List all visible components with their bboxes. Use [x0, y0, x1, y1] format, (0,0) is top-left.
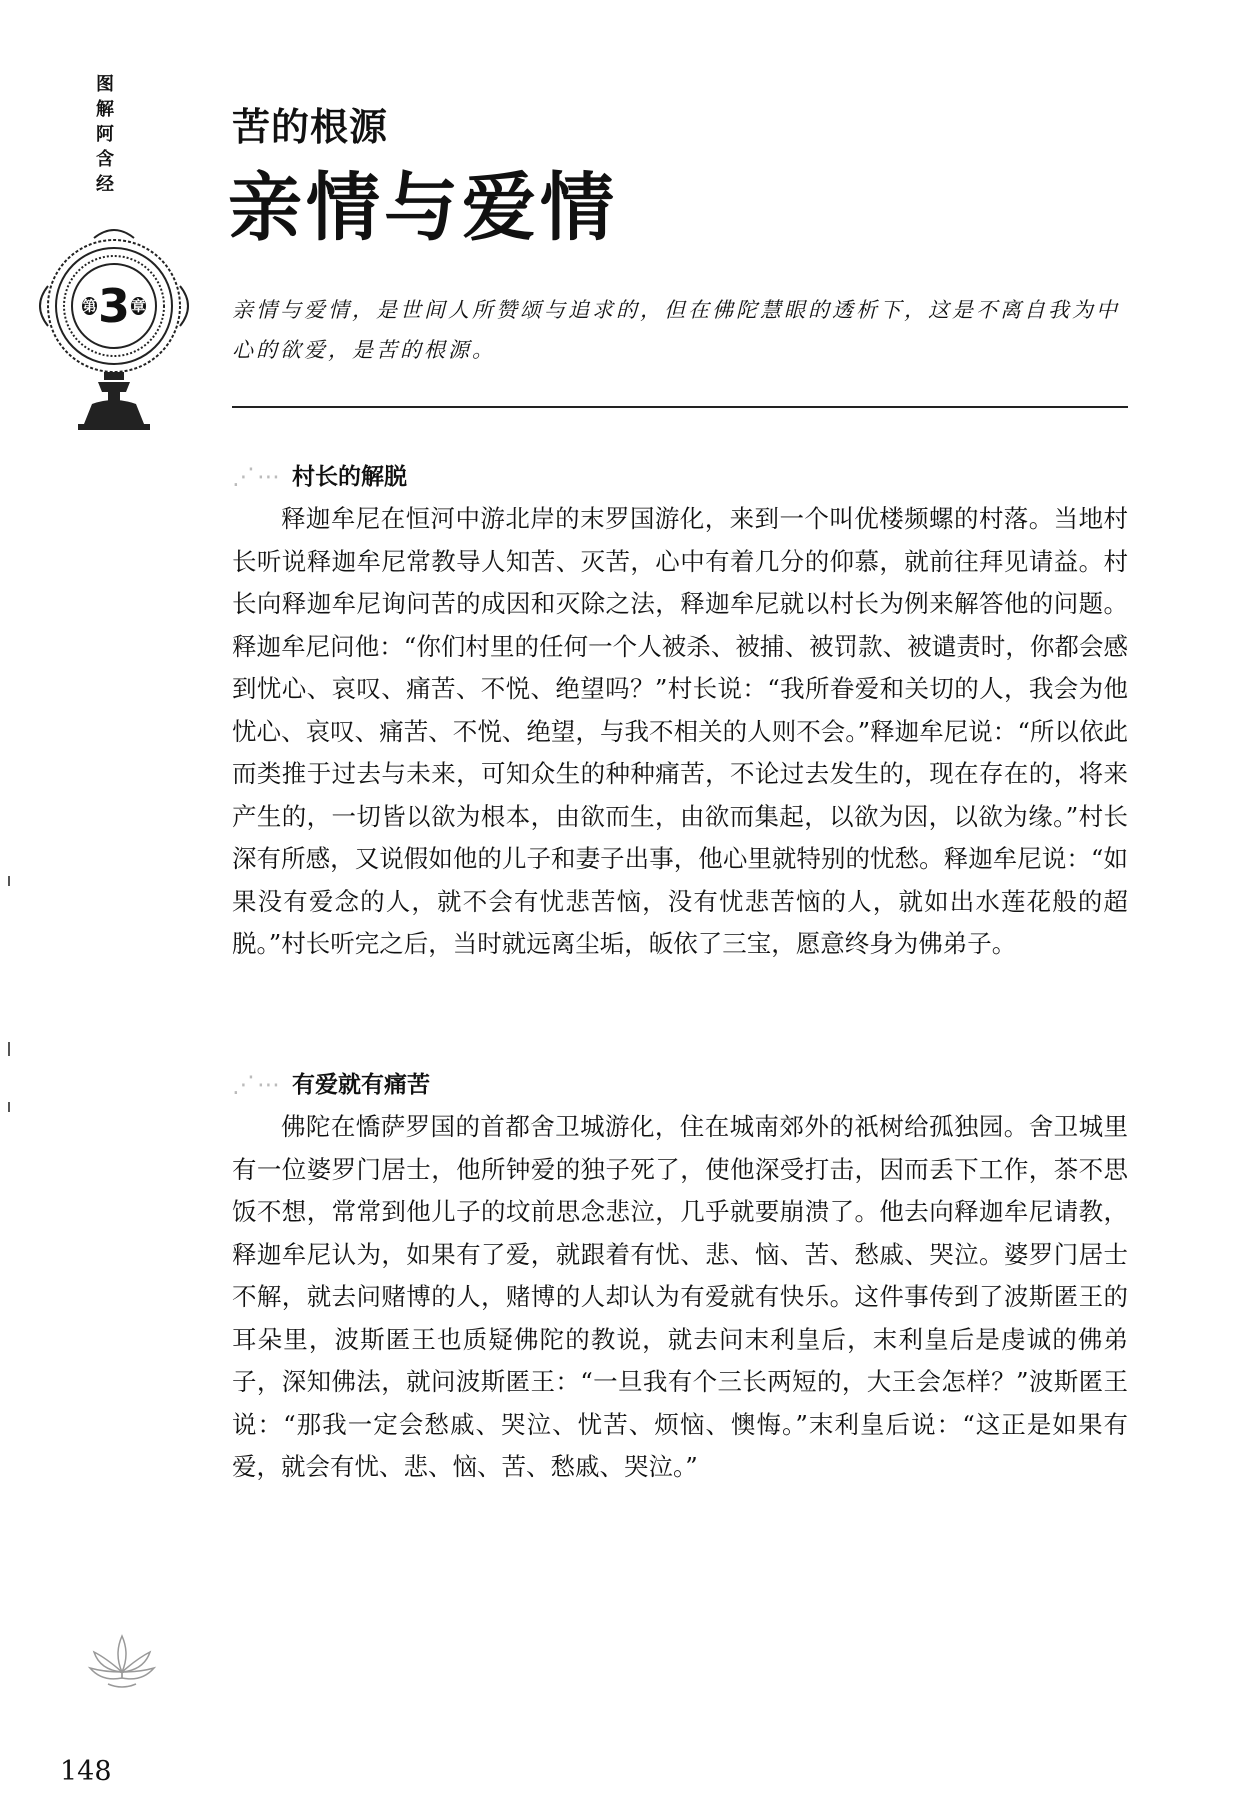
section-paragraph-2: 佛陀在憍萨罗国的首都舍卫城游化，住在城南郊外的祇树给孤独园。舍卫城里有一位婆罗门居士，他所钟爱的独子死了，使他深受打击，因而丢下工作，茶不思饭不想，常常到他儿子的坟前思念悲泣，几乎就要崩溃了。他去向释迦牟尼请教，释迦牟尼认为，如果有了爱，就跟着有忧、悲、恼、苦、愁戚、哭泣。婆罗门居士不解，就去问赌博的人，赌博的人却认为有爱就有快乐。这件事传到了波斯匿王的耳朵里，波斯匿王也质疑佛陀的教说，就去问末利皇后，末利皇后是虔诚的佛弟子，深知佛法，就问波斯匿王：“一旦我有个三长两短的，大王会怎样？”波斯匿王说：“那我一定会愁戚、哭泣、忧苦、烦恼、懊悔。”末利皇后说：“这正是如果有爱，就会有忧、悲、恼、苦、愁戚、哭泣。” [232, 1112, 1128, 1481]
side-title: 图解阿含经 [96, 74, 114, 195]
edge-mark [8, 1102, 10, 1112]
chapter-suffix: 章 [131, 299, 146, 315]
intro-text: 亲情与爱情，是世间人所赞颂与追求的，但在佛陀慧眼的透析下，这是不离自我为中心的欲爱，是苦的根源。 [232, 298, 1120, 362]
dotted-marker-icon: ⋰⋯ [232, 464, 282, 490]
divider [232, 406, 1128, 408]
section-paragraph-1: 释迦牟尼在恒河中游北岸的末罗国游化，来到一个叫优楼频螺的村落。当地村长听说释迦牟尼常教导人知苦、灭苦，心中有着几分的仰慕，就前往拜见请益。村长向释迦牟尼询问苦的成因和灭除之法，释迦牟尼就以村长为例来解答他的问题。释迦牟尼问他：“你们村里的任何一个人被杀、被捕、被罚款、被谴责时，你都会感到忧心、哀叹、痛苦、不悦、绝望吗？”村长说：“我所眷爱和关切的人，我会为他忧心、哀叹、痛苦、不悦、绝望，与我不相关的人则不会。”释迦牟尼说：“所以依此而类推于过去与未来，可知众生的种种痛苦，不论过去发生的，现在存在的，将来产生的，一切皆以欲为根本，由欲而生，由欲而集起，以欲为因，以欲为缘。”村长深有所感，又说假如他的儿子和妻子出事，他心里就特别的忧愁。释迦牟尼说：“如果没有爱念的人，就不会有忧悲苦恼，没有忧悲苦恼的人，就如出水莲花般的超脱。”村长听完之后，当时就远离尘垢，皈依了三宝，愿意终身为佛弟子。 [232, 504, 1128, 958]
edge-mark [8, 876, 10, 886]
section-heading-1 [232, 458, 407, 491]
page-number: 148 [60, 1756, 112, 1787]
dotted-marker-icon: ⋰⋯ [232, 1072, 282, 1098]
section-heading-text: 村长的解脱 [292, 464, 407, 490]
section-heading-text: 有爱就有痛苦 [292, 1072, 430, 1098]
chapter-number: 3 [97, 279, 130, 333]
lotus-ornament-icon [84, 1628, 160, 1692]
chapter-badge [82, 274, 146, 338]
subtitle: 苦的根源 [232, 104, 389, 149]
edge-mark [8, 1042, 10, 1056]
chapter-prefix: 第 [82, 299, 97, 315]
section-heading-2 [232, 1066, 430, 1099]
chapter-emblem-icon [34, 226, 194, 436]
page-title: 亲情与爱情 [228, 165, 618, 251]
